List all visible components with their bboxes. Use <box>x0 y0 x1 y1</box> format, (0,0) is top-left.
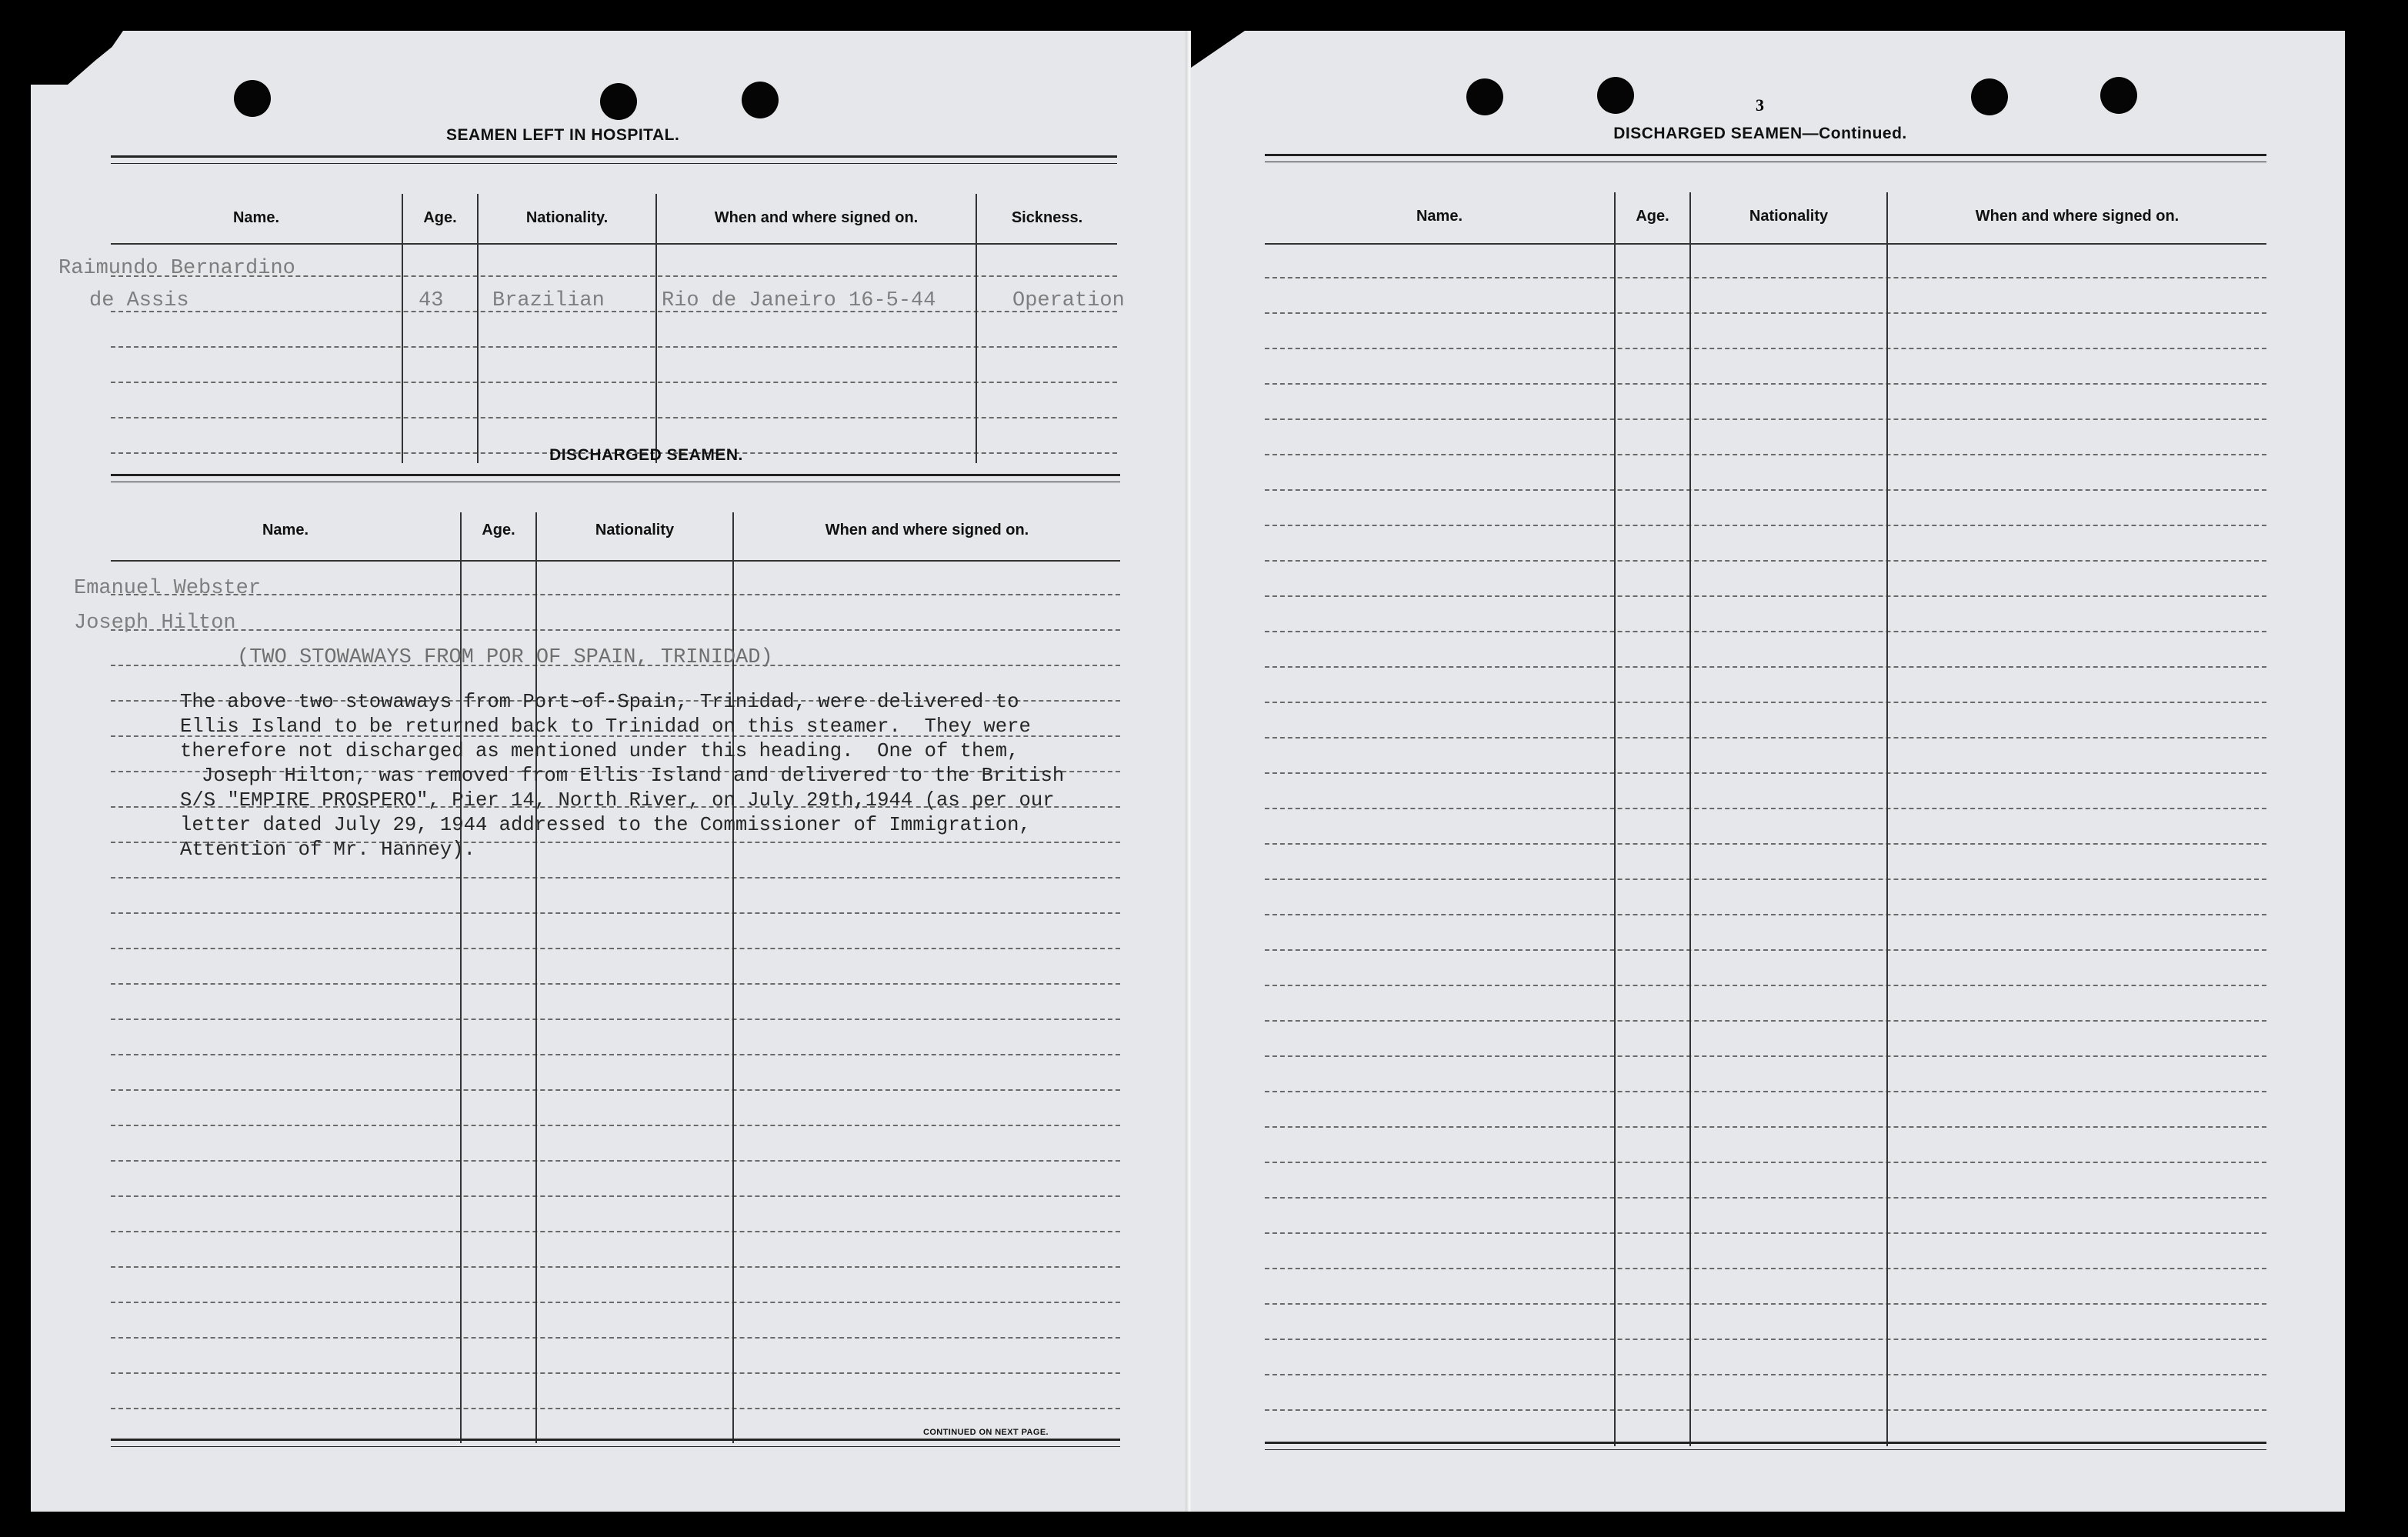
hospital-entry-age: 43 <box>419 289 444 312</box>
ruled-line <box>1265 702 2266 703</box>
hospital-entry-nationality: Brazilian <box>492 289 605 312</box>
continued-note: CONTINUED ON NEXT PAGE. <box>923 1428 1049 1437</box>
note-line: Ellis Island to be returned back to Trinidad on this steamer. They were <box>180 715 1031 738</box>
right-page <box>1191 31 2345 1512</box>
ruled-line <box>1265 525 2266 526</box>
ruled-line <box>111 1125 1120 1126</box>
ruled-line <box>1265 949 2266 951</box>
ruled-line <box>1265 631 2266 632</box>
ruled-line <box>111 1054 1120 1055</box>
ruled-line <box>1265 383 2266 385</box>
note-line: The above two stowaways from Port-of-Spain, Trinidad, were delivered to <box>180 691 1019 713</box>
discharged-table <box>111 474 1120 1449</box>
ruled-line <box>111 983 1120 985</box>
ruled-line <box>1265 489 2266 491</box>
ruled-line <box>1265 560 2266 562</box>
ruled-line <box>111 1408 1120 1409</box>
hospital-entry-sickness: Operation <box>1012 289 1125 312</box>
column-header-signed-on: When and where signed on. <box>1975 208 2180 225</box>
ruled-line <box>111 1266 1120 1268</box>
ruled-line <box>1265 843 2266 845</box>
left-page <box>31 31 1189 1512</box>
punch-hole <box>600 83 637 120</box>
ruled-line <box>111 1231 1120 1232</box>
hospital-section-title: SEAMEN LEFT IN HOSPITAL. <box>446 126 680 144</box>
ruled-line <box>1265 1409 2266 1411</box>
ruled-line <box>111 877 1120 879</box>
ruled-line <box>1265 1162 2266 1163</box>
stowaway-caption: (TWO STOWAWAYS FROM POR OF SPAIN, TRINIDAD) <box>237 646 773 669</box>
column-header-signed-on: When and where signed on. <box>714 209 919 226</box>
note-line: Joseph Hilton, was removed from Ellis Island and delivered to the British <box>202 765 1065 787</box>
column-header-sickness: Sickness. <box>1011 209 1083 226</box>
note-line: therefore not discharged as mentioned under this heading. One of them, <box>180 740 1019 762</box>
page-number: 3 <box>1756 95 1764 115</box>
column-header-nationality: Nationality <box>595 522 675 538</box>
ruled-line <box>1265 737 2266 738</box>
ruled-line <box>111 1089 1120 1091</box>
ruled-line <box>1265 1339 2266 1340</box>
ruled-line <box>1265 1303 2266 1305</box>
punch-hole <box>2100 77 2137 114</box>
ruled-line <box>1265 348 2266 349</box>
ruled-line <box>1265 595 2266 597</box>
discharged-entry-name: Emanuel Webster <box>74 577 262 600</box>
ruled-line <box>1265 454 2266 455</box>
ruled-line <box>1265 1374 2266 1375</box>
ruled-line <box>1265 666 2266 668</box>
note-line: letter dated July 29, 1944 addressed to the Commissioner of Immigration, <box>180 814 1031 836</box>
ruled-line <box>1265 1091 2266 1092</box>
ruled-line <box>1265 418 2266 420</box>
ruled-line <box>1265 312 2266 314</box>
column-header-age: Age. <box>482 522 515 538</box>
discharged-continued-table <box>1265 154 2266 1454</box>
discharged-entry-name: Joseph Hilton <box>74 612 236 635</box>
note-line: S/S "EMPIRE PROSPERO", Pier 14, North River, on July 29th,1944 (as per our <box>180 789 1055 812</box>
column-header-nationality: Nationality <box>1749 208 1829 225</box>
ruled-line <box>1265 914 2266 915</box>
hospital-entry-name: Raimundo Bernardino <box>58 257 295 280</box>
ruled-line <box>111 594 1120 595</box>
ruled-line <box>1265 1020 2266 1022</box>
column-header-name: Name. <box>1416 208 1463 225</box>
ruled-line <box>1265 1197 2266 1199</box>
ruled-line <box>1265 772 2266 774</box>
discharged-continued-title: DISCHARGED SEAMEN—Continued. <box>1613 125 1907 142</box>
ruled-line <box>111 912 1120 914</box>
ruled-line <box>111 1372 1120 1374</box>
ruled-line <box>1265 879 2266 880</box>
ruled-line <box>1265 1268 2266 1269</box>
ruled-line <box>1265 277 2266 278</box>
ruled-line <box>111 948 1120 949</box>
ruled-line <box>1265 808 2266 809</box>
column-header-signed-on: When and where signed on. <box>825 522 1029 538</box>
column-header-nationality: Nationality. <box>525 209 609 226</box>
ruled-line <box>1265 1232 2266 1234</box>
punch-hole <box>1971 78 2008 115</box>
ruled-line <box>1265 985 2266 986</box>
column-header-age: Age. <box>423 209 457 226</box>
column-header-age: Age. <box>1636 208 1669 225</box>
ruled-line <box>111 1302 1120 1303</box>
hospital-table <box>111 155 1117 465</box>
punch-hole <box>1597 77 1634 114</box>
column-header-name: Name. <box>262 522 309 538</box>
ruled-line <box>111 629 1120 631</box>
column-header-name: Name. <box>232 209 280 226</box>
hospital-entry-signed-on: Rio de Janeiro 16-5-44 <box>662 289 936 312</box>
punch-hole <box>234 80 271 117</box>
ruled-line <box>1265 1055 2266 1057</box>
ruled-line <box>111 1160 1120 1162</box>
ruled-line <box>1265 1126 2266 1128</box>
discharged-section-title: DISCHARGED SEAMEN. <box>549 446 743 464</box>
ruled-line <box>111 1195 1120 1197</box>
punch-hole <box>742 82 779 118</box>
hospital-entry-name-cont: de Assis <box>89 289 189 312</box>
punch-hole <box>1466 78 1503 115</box>
ruled-line <box>111 1019 1120 1020</box>
note-line: Attention of Mr. Hanney). <box>180 839 475 861</box>
ruled-line <box>111 1337 1120 1339</box>
